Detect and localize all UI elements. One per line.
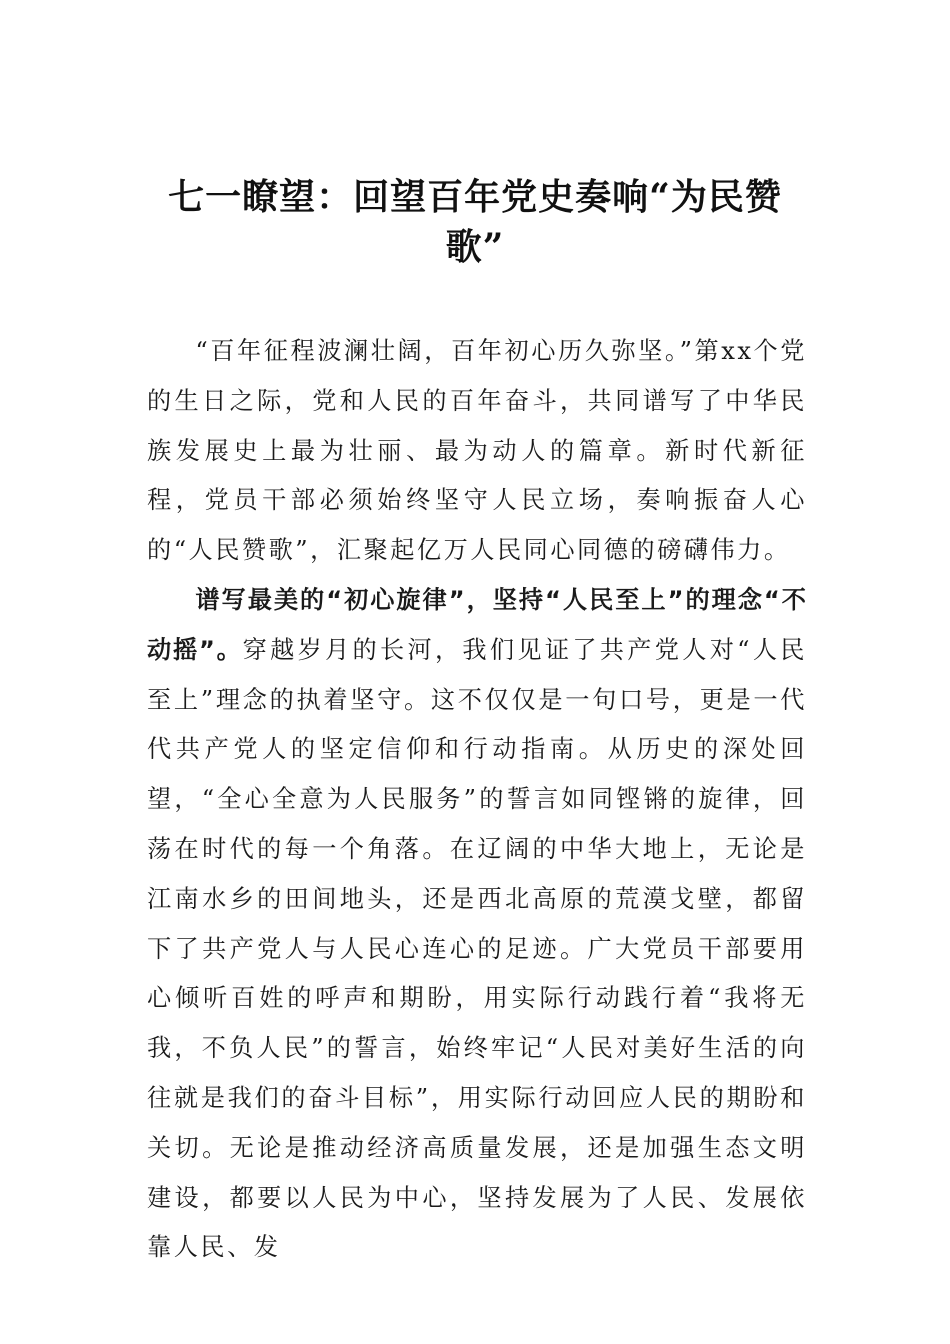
document-title: 七一瞭望：回望百年党史奏响“为民赞歌” [168,176,782,268]
paragraph-intro-text: “百年征程波澜壮阔，百年初心历久弥坚。”第xx个党的生日之际，党和人民的百年奋斗，共同谱写了中华民族发展史上最为壮丽、最为动人的篇章。新时代新征程，党员干部必须始终坚守人民立场，奏响振奋人心的“人民赞歌”，汇聚起亿万人民同心同德的磅礴伟力。 [147,337,807,565]
document-body [147,327,807,1273]
paragraph-intro [147,327,807,576]
paragraph-section-1 [147,576,807,1273]
paragraph-section-1-text: 穿越岁月的长河，我们见证了共产党人对“人民至上”理念的执着坚守。这不仅仅是一句口号，更是一代代共产党人的坚定信仰和行动指南。从历史的深处回望，“全心全意为人民服务”的誓言如同铿锵的旋律，回荡在时代的每一个角落。在辽阔的中华大地上，无论是江南水乡的田间地头，还是西北高原的荒漠戈壁，都留下了共产党人与人民心连心的足迹。广大党员干部要用心倾听百姓的呼声和期盼，用实际行动践行着“我将无我，不负人民”的誓言，始终牢记“人民对美好生活的向往就是我们的奋斗目标”，用实际行动回应人民的期盼和关切。无论是推动经济高质量发展，还是加强生态文明建设，都要以人民为中心，坚持发展为了人民、发展依靠人民、发 [147,635,807,1262]
paragraph-section-1-heading: 谱写最美的“初心旋律”，坚持“人民至上”的理念“不动摇”。 [147,585,807,664]
